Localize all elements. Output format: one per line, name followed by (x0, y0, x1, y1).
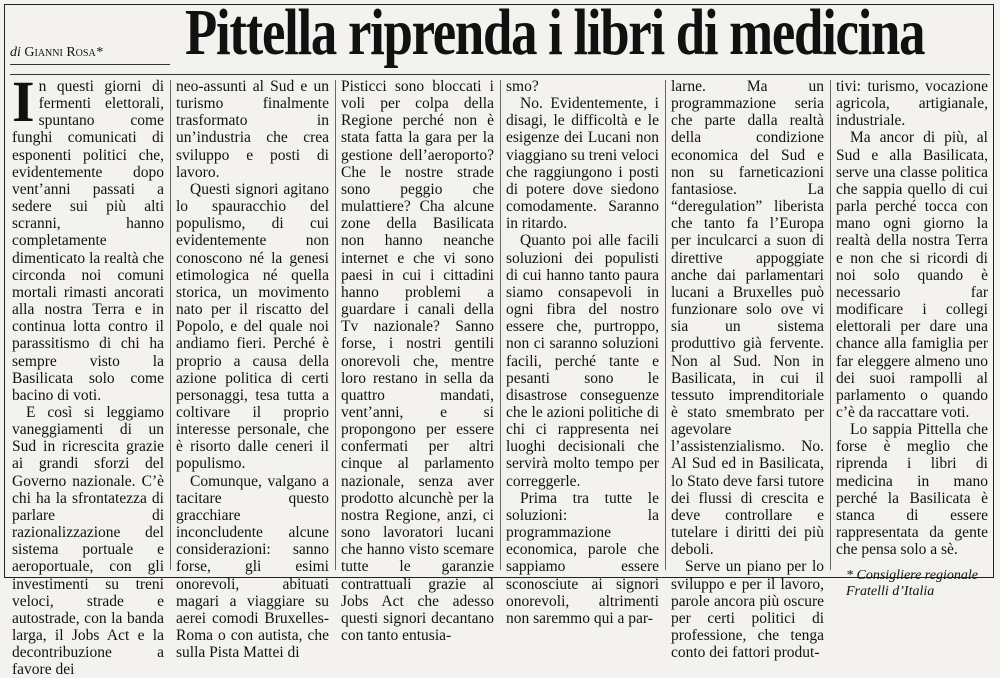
paragraph: No. Evidentemente, i disagi, le difficoltà e le esigenze dei Lucani non viaggiano su treni veloci che raggiungono i posti di potere dove siedono comodamente. Saranno in ritardo. (506, 95, 659, 233)
column-divider (665, 80, 666, 570)
paragraph: larne. Ma un programmazione seria che parte dalla realtà della condizione economica del Sud e non su farneticazioni fantasiose. La “deregulation” liberista che tanto fa l’Europa per inculcarci a suon di direttive appoggiate anche dai parlamentari lucani a Bruxelles può funzionare solo ove vi sia un sistema produttivo già fervente. Non al Sud. Non in Basilicata, in cui il tessuto imprenditoriale è stato smembrato per agevolare l’assistenzialismo. No. Al Sud ed in Basilicata, lo Stato deve farsi tutore dei flussi di crescita e deve controllare e tutelare i diritti dei più deboli. (671, 78, 824, 559)
column-divider (830, 80, 831, 570)
column-6 (836, 78, 988, 600)
column-2 (176, 78, 329, 662)
byline-author: Gianni Rosa (24, 45, 96, 60)
headline-rule (10, 74, 990, 75)
footnote-marker: * (846, 568, 853, 584)
paragraph-text: n questi giorni di fermenti elettorali, spuntano come funghi comunicati di esponenti politici che, evidentemente dopo vent’anni passati a sedere sui più alti scranni, hanno completamente dimenticato la realtà che circonda noi comuni mortali rimasti ancorati alla nostra Terra e in continua lotta contro il parassitismo di chi ha sempre visto la Basilicata solo come bacino di voti. (12, 78, 164, 404)
column-3 (341, 78, 494, 644)
paragraph: E così si leggiamo vaneggiamenti di un Sud in ricrescita grazie ai grandi sforzi del Governo nazionale. C’è chi ha la sfrontatezza di parlare di razionalizzazione del sistema portuale e aeroportuale, con gli investimenti su treni veloci, strade e autostrade, con la banda larga, il Jobs Act e la decontribuzione a favore dei (12, 403, 164, 678)
paragraph: Lo sappia Pittella che forse è meglio che riprenda i libri di medicina in mano perché la Basilicata è stanca di essere rappresentata da gente che pensa solo a sè. (836, 421, 988, 559)
column-5 (671, 78, 824, 662)
paragraph: smo? (506, 78, 539, 95)
author-footnote (836, 568, 988, 600)
paragraph: Serve un piano per lo sviluppo e per il lavoro, parole ancora più oscure per certi politici di professione, che tenga conto dei fattori produt- (671, 558, 824, 662)
paragraph: Quanto poi alle facili soluzioni dei populisti di cui hanno tanto paura siamo consapevoli in ogni fibra del nostro essere che, purtroppo, non ci saranno soluzioni facili, perché tante e pesanti sono le disastrose conseguenze che le azioni politiche di chi ci rappresenta nei luoghi decisionali che servirà molto tempo per correggerle. (506, 232, 659, 490)
byline-rule (10, 64, 170, 65)
column-1 (12, 69, 164, 678)
paragraph (12, 69, 164, 404)
byline (10, 44, 175, 64)
paragraph: Comunque, valgano a tacitare questo gracchiare inconcludente alcune considerazioni: sanno forse, gli esimi onorevoli, abituati magari a viaggiare su aerei comodi Bruxelles-Roma o con autista, che sulla Pista Mattei di (176, 472, 329, 662)
headline: Pittella riprenda i libri di medicina (185, 0, 925, 69)
column-divider (500, 80, 501, 570)
paragraph: Ma ancor di più, al Sud e alla Basilicata, serve una classe politica che sappia quello di cui parla perché tocca con mano ogni giorno la realtà della nostra Terra e non che si ricordi di noi solo quando è necessario far modificare i collegi elettorali per dare una chance alla famiglia per far eleggere almeno uno dei suoi rampolli al parlamento o quando c’è da raccattare voti. (836, 129, 988, 421)
byline-prefix: di (10, 45, 21, 60)
paragraph: neo-assunti al Sud e un turismo finalmente trasformato in un’industria che crea sviluppo e posti di lavoro. (176, 78, 329, 181)
footnote-line-1: Consigliere regionale (856, 568, 978, 584)
paragraph: Pisticci sono bloccati i voli per colpa della Regione perché non è stata fatta la gara per la gestione dell’aeroporto? Che le nostre strade sono peggio che mulattiere? Cha alcune zone della Basilicata non hanno neanche internet e che vi sono paesi in cui i cittadini hanno problemi a guardare i canali della Tv nazionale? Sanno forse, i nostri gentili onorevoli che, mentre loro restano in sella da quattro mandati, vent’anni, e si propongono per essere confermati per altri cinque al parlamento nazionale, senza aver prodotto alcunchè per la nostra Regione, anzi, ci sono lavoratori lucani che hanno visto scemare tutte le garanzie contrattuali grazie al Jobs Act che adesso questi signori decantano con tanto entusia- (341, 78, 494, 644)
paragraph: tivi: turismo, vocazione agricola, artigianale, industriale. (836, 78, 988, 130)
drop-cap: I (12, 69, 35, 134)
footnote-line-2: Fratelli d’Italia (846, 584, 935, 600)
column-4 (506, 78, 659, 627)
column-divider (335, 80, 336, 570)
byline-marker: * (95, 45, 103, 60)
column-divider (170, 80, 171, 570)
paragraph: Questi signori agitano lo spauracchio del populismo, di cui evidentemente non conoscono né la genesi etimologica né quella storica, un movimento nato per il riscatto del Popolo, e del quale noi andiamo fieri. Perché è proprio a causa della azione politica di certi personaggi, tesa tutta a coltivare il proprio interesse personale, che è risorto dalle ceneri il populismo. (176, 180, 329, 473)
paragraph: Prima tra tutte le soluzioni: la programmazione economica, parole che sappiamo essere sconosciute ai signori onorevoli, altrimenti non saremmo qui a par- (506, 489, 659, 627)
